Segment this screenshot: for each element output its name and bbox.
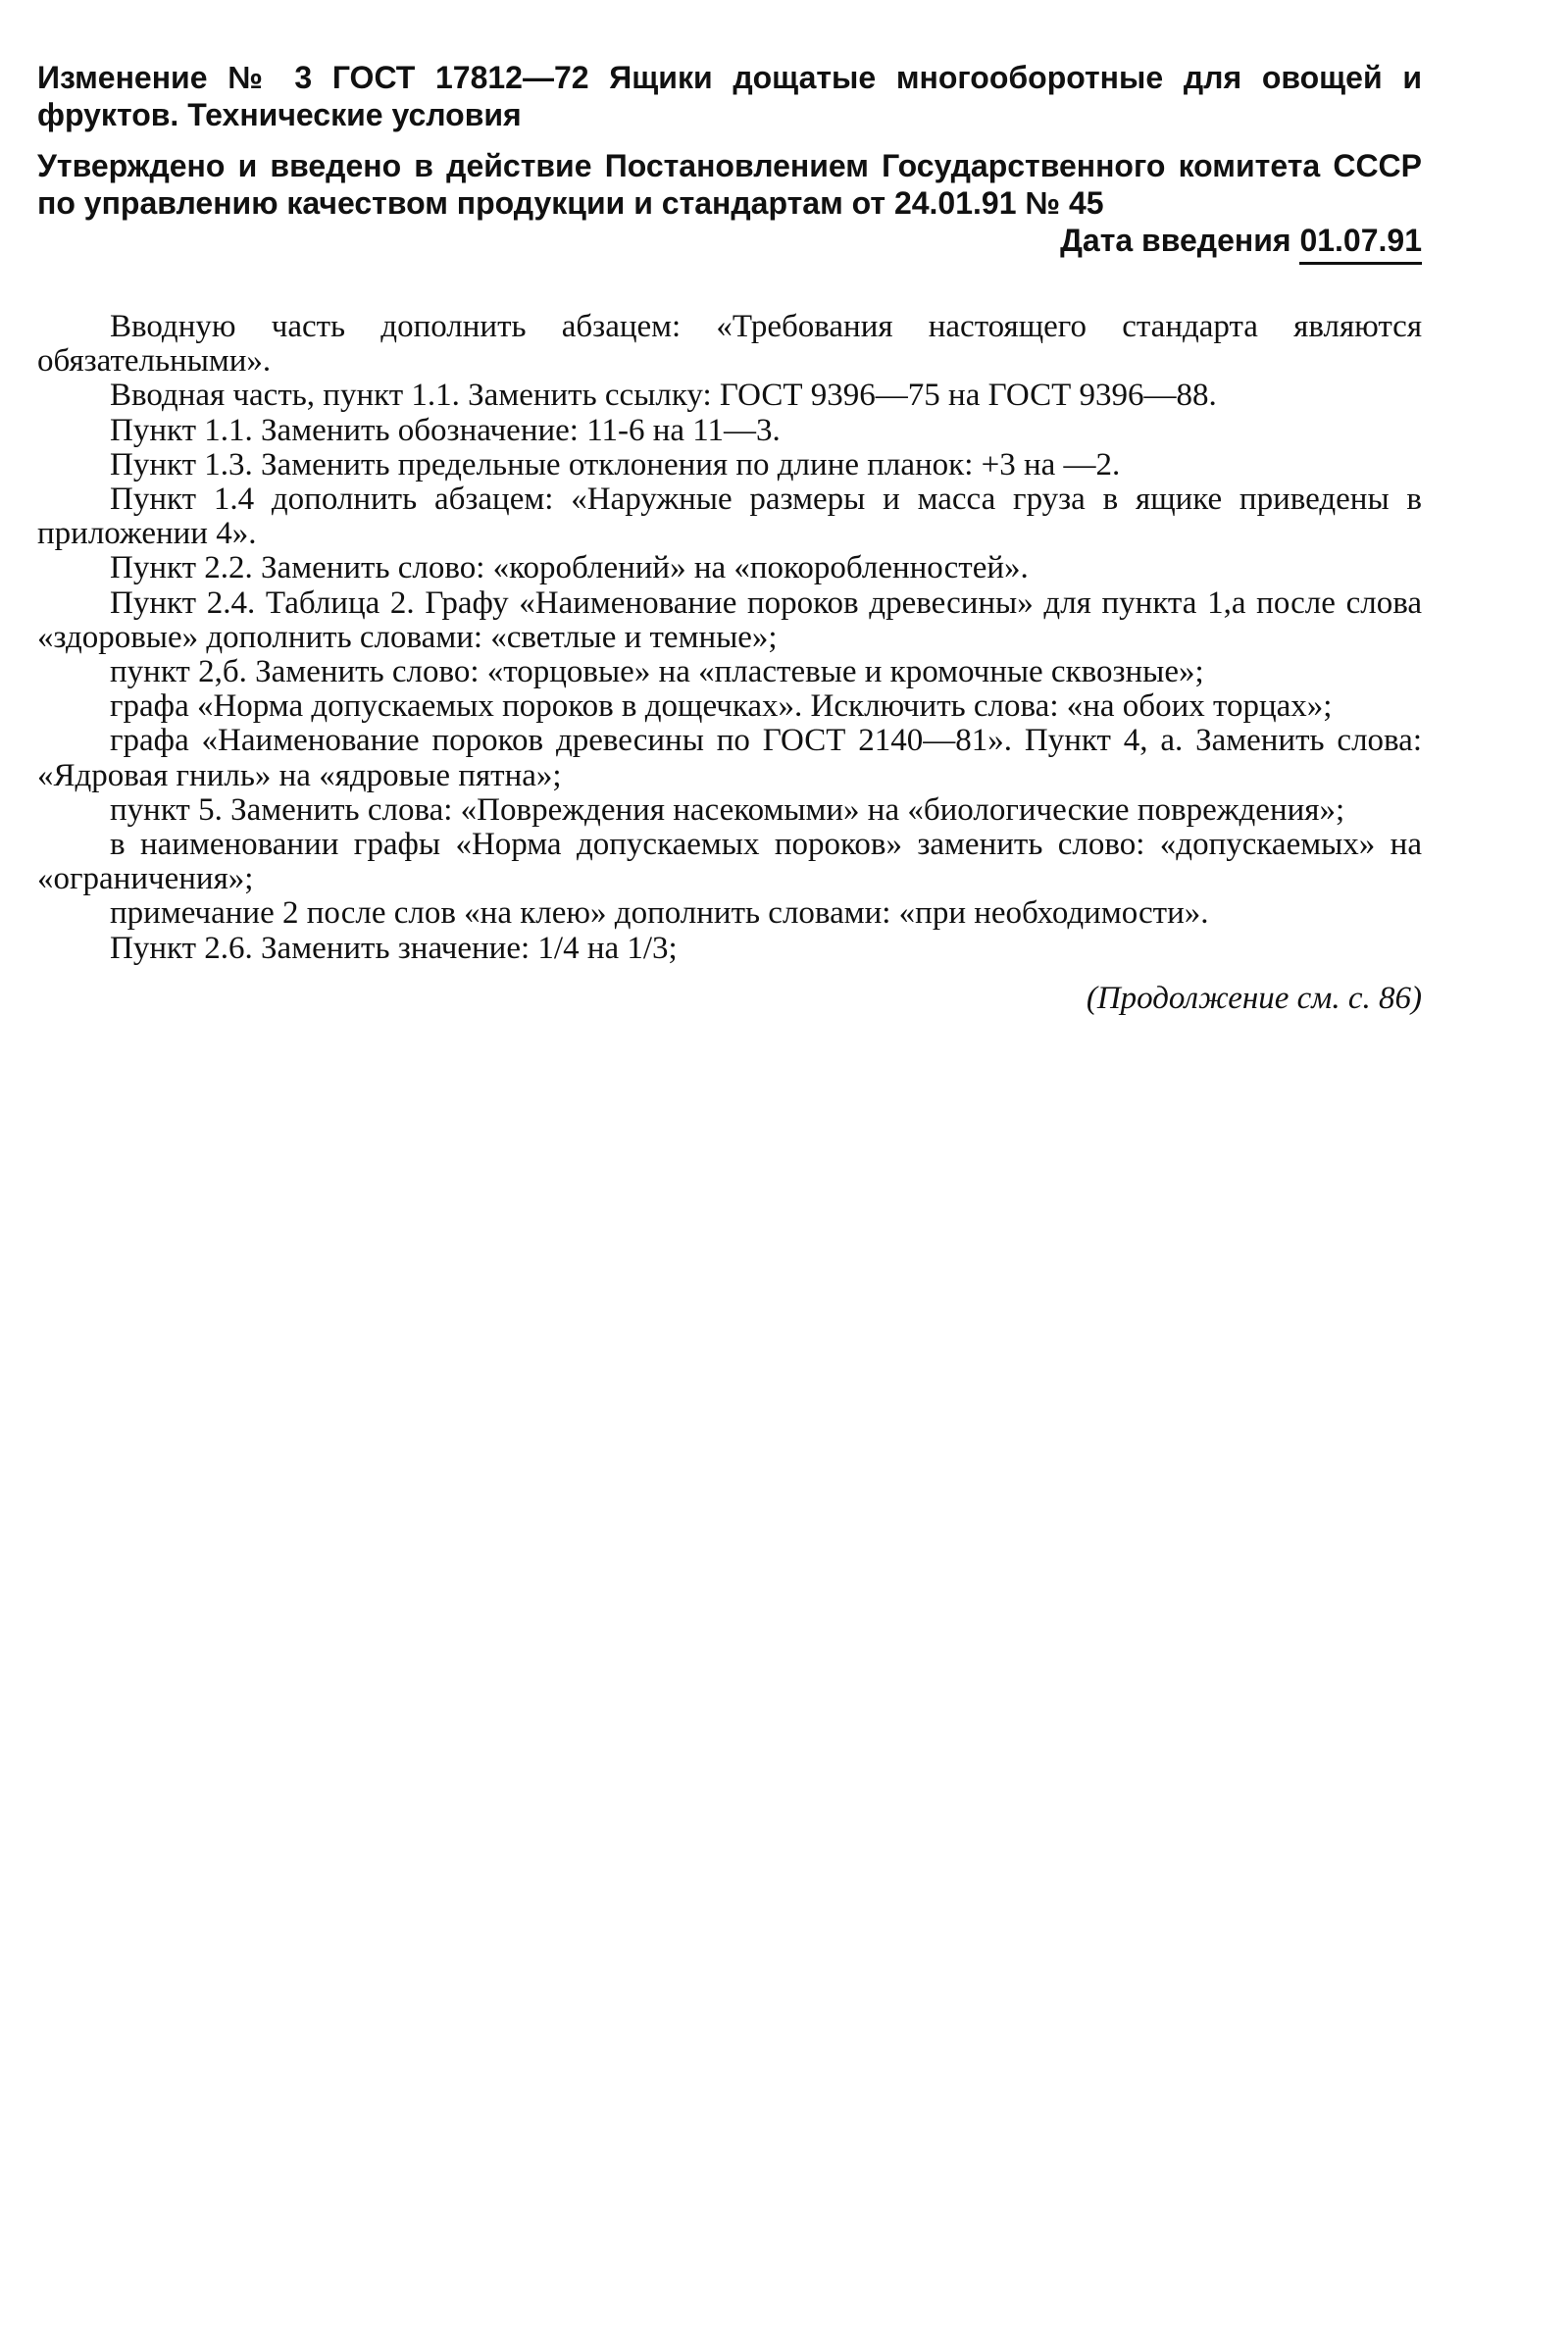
continuation-note: (Продолжение см. с. 86) <box>1086 980 1422 1016</box>
paragraph: пункт 2,б. Заменить слово: «торцовые» на «пластевые и кромочные сквозные»; <box>110 654 1204 690</box>
paragraph: Пункт 2.6. Заменить значение: 1/4 на 1/3; <box>110 930 678 966</box>
paragraph: в наименовании графы «Норма допускаемых пороков» заменить слово: «допускаемых» на «ограничения»; <box>37 827 1422 897</box>
paragraph: пункт 5. Заменить слова: «Повреждения насекомыми» на «биологические повреждения»; <box>110 791 1345 828</box>
paragraph: Пункт 1.4 дополнить абзацем: «Наружные размеры и масса груза в ящике приведены в приложении 4». <box>37 482 1422 552</box>
document-page <box>37 59 1422 1017</box>
document-title: Изменение № 3 ГОСТ 17812—72 Ящики дощатые многооборотные для овощей и фруктов. Технические условия <box>37 60 1422 132</box>
effective-date-value: 01.07.91 <box>1299 222 1422 265</box>
paragraph: Пункт 1.1. Заменить обозначение: 11-6 на 11—3. <box>110 412 781 448</box>
paragraph: Вводная часть, пункт 1.1. Заменить ссылку: ГОСТ 9396—75 на ГОСТ 9396—88. <box>110 378 1217 414</box>
paragraph: примечание 2 после слов «на клею» дополнить словами: «при необходимости». <box>110 895 1209 932</box>
paragraph: Пункт 2.4. Таблица 2. Графу «Наименование пороков древесины» для пункта 1,а после слова «здоровые» дополнить словами: «светлые и темные»; <box>37 584 1422 655</box>
amendment-body <box>37 310 1422 966</box>
paragraph: Пункт 1.3. Заменить предельные отклонения по длине планок: +3 на —2. <box>110 446 1121 482</box>
paragraph: графа «Наименование пороков древесины по ГОСТ 2140—81». Пункт 4, а. Заменить слова: «Ядровая гниль» на «ядровые пятна»; <box>37 723 1422 793</box>
paragraph: Вводную часть дополнить абзацем: «Требования настоящего стандарта являются обязательными». <box>37 309 1422 380</box>
effective-date-label: Дата введения <box>1060 223 1291 258</box>
paragraph: Пункт 2.2. Заменить слово: «короблений» на «покоробленностей». <box>110 550 1029 586</box>
effective-date <box>37 222 1422 265</box>
paragraph: графа «Норма допускаемых пороков в дощечках». Исключить слова: «на обоих торцах»; <box>110 688 1333 725</box>
approval-statement: Утверждено и введено в действие Постановлением Государственного комитета СССР по управлению качеством продукции и стандартам от 24.01.91 № 45 <box>37 148 1422 221</box>
